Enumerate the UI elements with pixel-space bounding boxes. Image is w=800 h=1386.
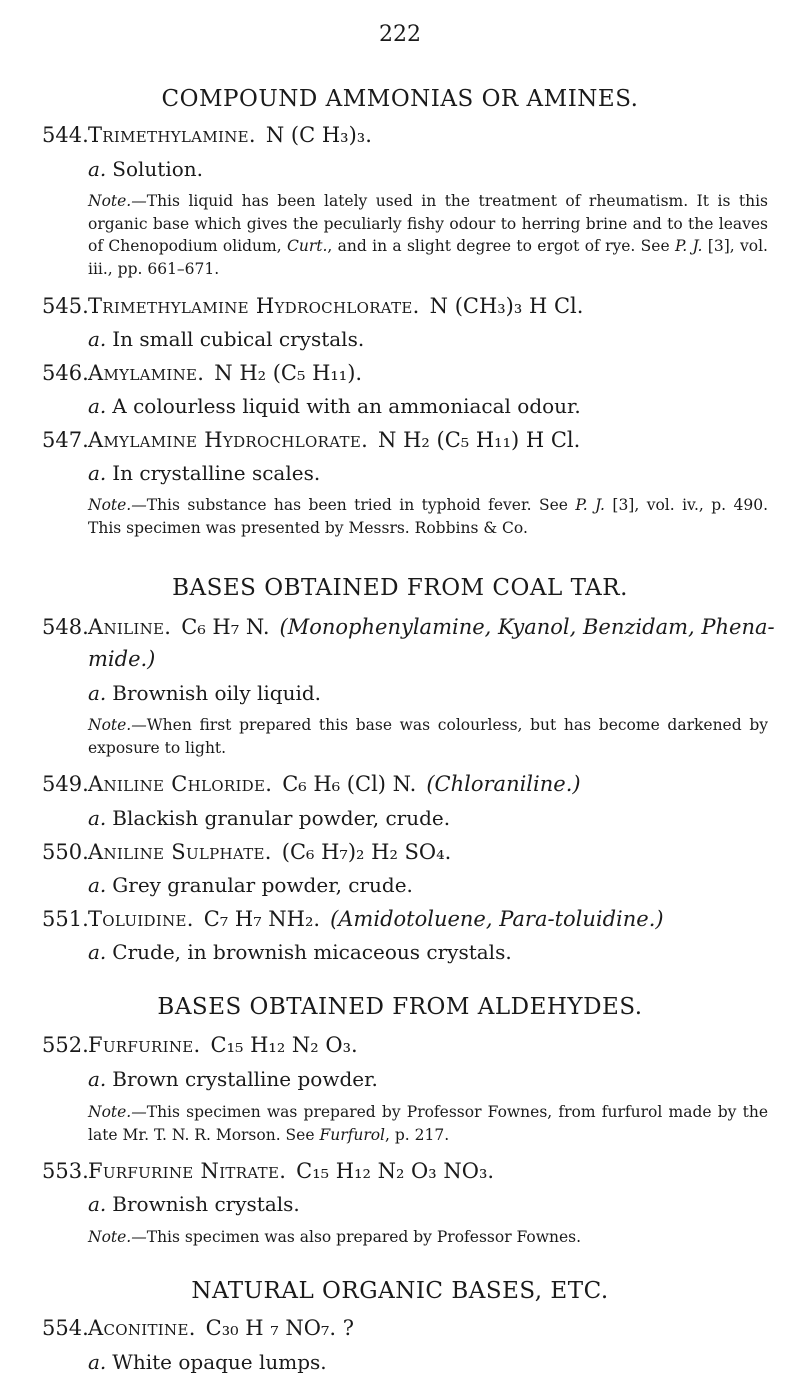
entry-formula: C₆ H₆ (Cl) N. bbox=[282, 772, 417, 796]
entry-name: Aniline Sulphate. bbox=[88, 840, 272, 864]
entry-546-description: a. A colourless liquid with an ammoniacal odour. bbox=[88, 394, 581, 418]
entry-544 bbox=[42, 123, 777, 147]
entry-number: 551. bbox=[42, 907, 89, 931]
entry-552-description: a. Brown crystalline powder. bbox=[88, 1067, 378, 1091]
entry-name: Aniline. bbox=[88, 615, 172, 639]
entry-synonyms: (Monophenylamine, Kyanol, Benzidam, Phena- bbox=[279, 615, 775, 639]
entry-547 bbox=[42, 428, 777, 452]
entry-name: Amylamine Hydrochlorate. bbox=[88, 428, 369, 452]
entry-number: 545. bbox=[42, 294, 89, 318]
entry-550 bbox=[42, 840, 777, 864]
entry-formula: C₇ H₇ NH₂. bbox=[203, 907, 321, 931]
entry-synonyms: (Amidotoluene, Para-toluidine.) bbox=[330, 907, 664, 931]
entry-553-note: Note.—This specimen was also prepared by Professor Fownes. bbox=[88, 1228, 582, 1246]
section-heading-coal-tar: BASES OBTAINED FROM COAL TAR. bbox=[172, 575, 628, 601]
entry-formula: N (CH₃)₃ H Cl. bbox=[429, 294, 584, 318]
entry-553-description: a. Brownish crystals. bbox=[88, 1192, 300, 1216]
entry-548-synonyms-continued: mide.) bbox=[88, 647, 156, 671]
entry-formula: (C₆ H₇)₂ H₂ SO₄. bbox=[281, 840, 452, 864]
entry-number: 553. bbox=[42, 1159, 89, 1183]
entry-554-description: a. White opaque lumps. bbox=[88, 1350, 327, 1374]
page-number: 222 bbox=[379, 22, 421, 47]
entry-544-description: a. Solution. bbox=[88, 157, 204, 181]
entry-number: 544. bbox=[42, 123, 89, 147]
entry-547-description: a. In crystalline scales. bbox=[88, 461, 321, 485]
section-heading-aldehydes: BASES OBTAINED FROM ALDEHYDES. bbox=[157, 994, 643, 1020]
entry-552 bbox=[42, 1033, 777, 1057]
entry-formula: C₁₅ H₁₂ N₂ O₃ NO₃. bbox=[296, 1159, 495, 1183]
entry-552-note: Note.—This specimen was prepared by Professor Fownes, from furfurol made by the late Mr. T. N. R. Morson. See Furfurol, p. 217. bbox=[88, 1103, 768, 1144]
entry-545-description: a. In small cubical crystals. bbox=[88, 327, 365, 351]
entry-number: 546. bbox=[42, 361, 89, 385]
entry-551 bbox=[42, 907, 777, 931]
entry-name: Aconitine. bbox=[88, 1316, 196, 1340]
entry-545 bbox=[42, 294, 777, 318]
entry-name: Furfurine. bbox=[88, 1033, 201, 1057]
entry-name: Trimethylamine. bbox=[88, 123, 256, 147]
entry-547-note: Note.—This substance has been tried in typhoid fever. See P. J. [3], vol. iv., p. 490. This specimen was presented by Messrs. Robbins & Co. bbox=[88, 496, 768, 537]
entry-number: 550. bbox=[42, 840, 89, 864]
entry-544-note: Note.—This liquid has been lately used in the treatment of rheumatism. It is this organic base which gives the peculiarly fishy odour to herring brine and to the leaves of Chenopodium olidum, Curt., and in a slight degree to ergot of rye. See P. J. [3], vol. iii., pp. 661–671. bbox=[88, 192, 768, 278]
entry-name: Furfurine Nitrate. bbox=[88, 1159, 287, 1183]
entry-549-description: a. Blackish granular powder, crude. bbox=[88, 806, 451, 830]
entry-551-description: a. Crude, in brownish micaceous crystals. bbox=[88, 940, 512, 964]
entry-name: Trimethylamine Hydrochlorate. bbox=[88, 294, 420, 318]
entry-name: Toluidine. bbox=[88, 907, 194, 931]
entry-formula: C₃₀ H ₇ NO₇. ? bbox=[205, 1316, 354, 1340]
entry-548 bbox=[42, 615, 777, 639]
entry-number: 549. bbox=[42, 772, 89, 796]
entry-formula: C₁₅ H₁₂ N₂ O₃. bbox=[210, 1033, 358, 1057]
entry-formula: C₆ H₇ N. bbox=[181, 615, 270, 639]
entry-number: 548. bbox=[42, 615, 89, 639]
entry-553 bbox=[42, 1159, 777, 1183]
entry-548-description: a. Brownish oily liquid. bbox=[88, 681, 322, 705]
section-heading-amines: COMPOUND AMMONIAS OR AMINES. bbox=[161, 86, 639, 112]
entry-549 bbox=[42, 772, 777, 796]
entry-550-description: a. Grey granular powder, crude. bbox=[88, 873, 413, 897]
entry-546 bbox=[42, 361, 777, 385]
entry-554 bbox=[42, 1316, 777, 1340]
entry-548-note: Note.—When first prepared this base was colourless, but has become darkened by exposure to light. bbox=[88, 716, 768, 757]
entry-number: 552. bbox=[42, 1033, 89, 1057]
entry-number: 547. bbox=[42, 428, 89, 452]
entry-formula: N H₂ (C₅ H₁₁) H Cl. bbox=[378, 428, 581, 452]
entry-name: Aniline Chloride. bbox=[88, 772, 273, 796]
entry-synonyms: (Chloraniline.) bbox=[426, 772, 581, 796]
entry-name: Amylamine. bbox=[88, 361, 205, 385]
entry-formula: N (C H₃)₃. bbox=[265, 123, 372, 147]
entry-formula: N H₂ (C₅ H₁₁). bbox=[214, 361, 363, 385]
section-heading-natural: NATURAL ORGANIC BASES, ETC. bbox=[191, 1278, 609, 1304]
entry-number: 554. bbox=[42, 1316, 89, 1340]
